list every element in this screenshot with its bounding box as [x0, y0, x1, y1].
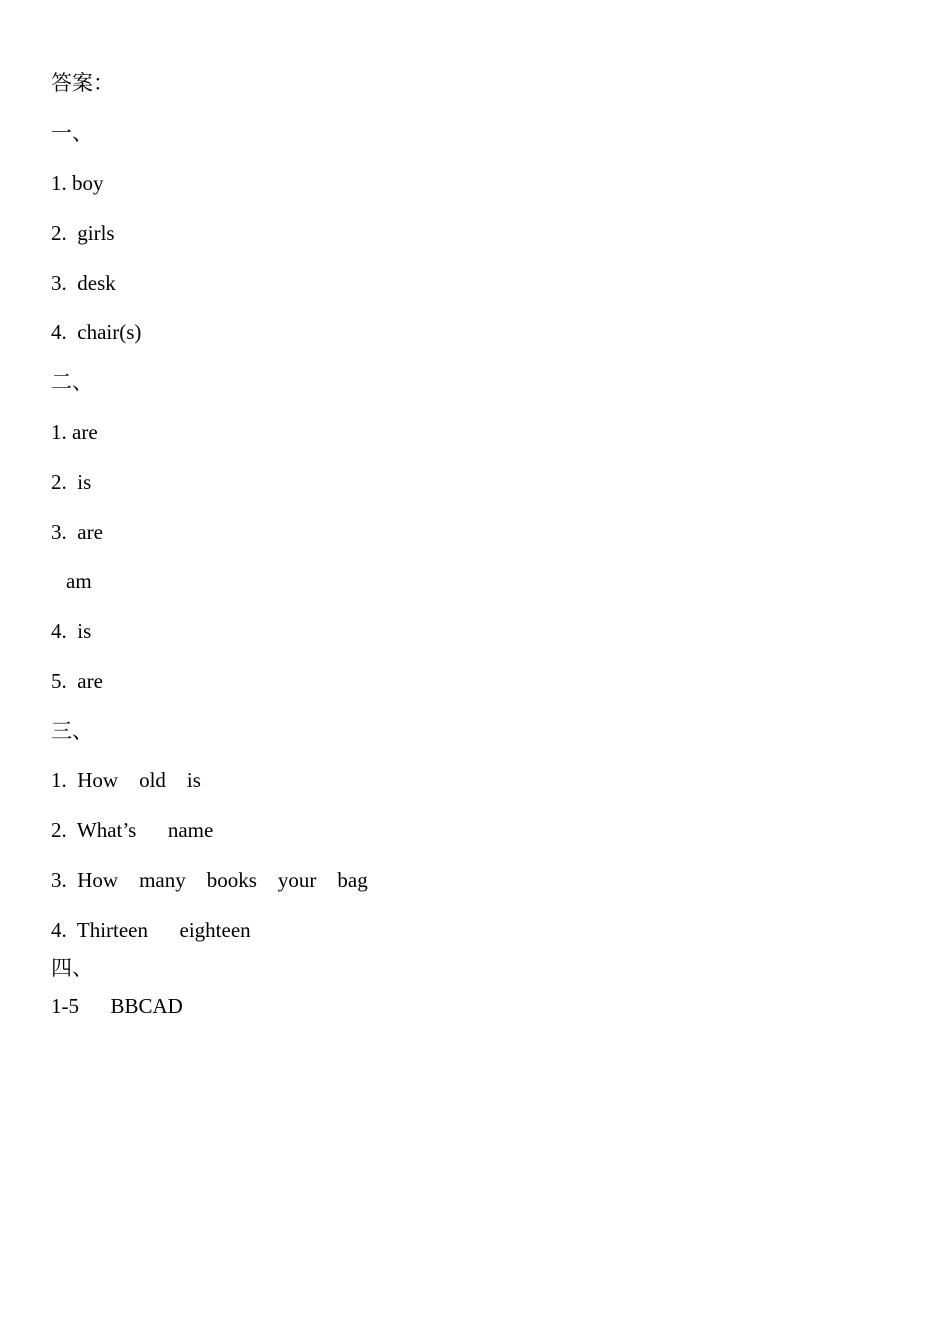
answer-item: 2. What’s name	[51, 818, 214, 842]
answer-item: 4. Thirteen eighteen	[51, 918, 251, 942]
answer-item: 4. is	[51, 619, 92, 643]
answer-item: 5. are	[51, 669, 103, 693]
answer-item: 3. How many books your bag	[51, 868, 368, 892]
answer-item: 3. desk	[51, 271, 116, 295]
answer-item: am	[66, 569, 92, 593]
section-heading-1: 一、	[51, 121, 93, 145]
answer-item: 2. is	[51, 470, 92, 494]
answer-item: 1. How old is	[51, 768, 201, 792]
answer-item: 1. boy	[51, 171, 104, 195]
answer-item: 3. are	[51, 520, 103, 544]
answer-item: 1-5 BBCAD	[51, 994, 183, 1018]
answer-item: 2. girls	[51, 221, 115, 245]
section-heading-4: 四、	[51, 956, 93, 980]
section-heading-2: 二、	[51, 370, 93, 394]
page-title: 答案：	[51, 71, 114, 95]
section-heading-3: 三、	[51, 719, 93, 743]
answer-item: 4. chair(s)	[51, 320, 142, 344]
answer-item: 1. are	[51, 420, 98, 444]
